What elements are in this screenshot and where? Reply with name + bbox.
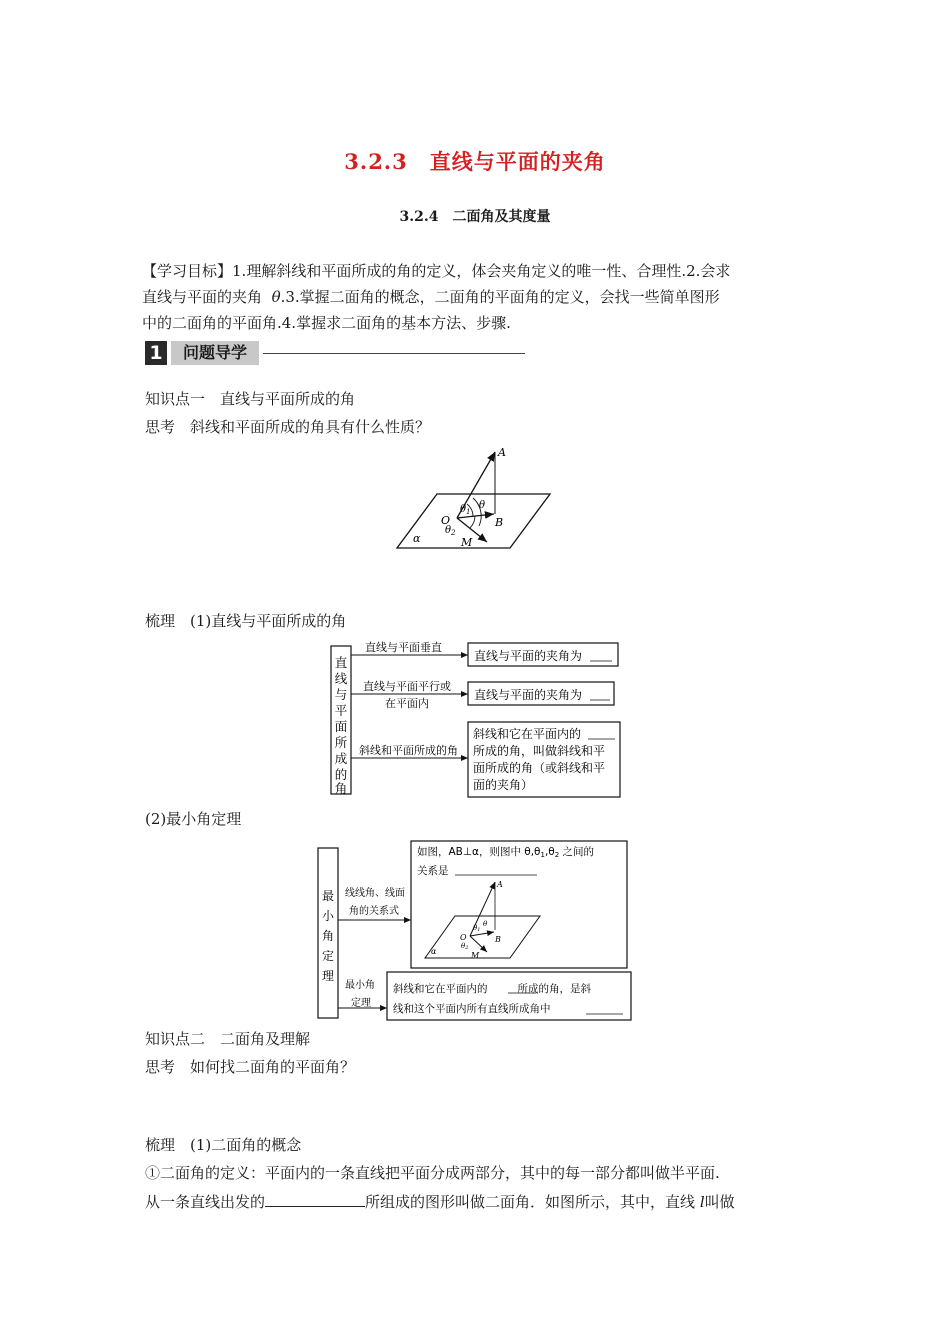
svg-text:平: 平	[334, 703, 348, 718]
goals-text-2b: .3.掌握二面角的概念，二面角的平面角的定义，会找一些简单图形	[280, 288, 720, 306]
flow2-arrow2-label-a: 最小角	[345, 980, 375, 991]
svg-text:理: 理	[321, 969, 335, 983]
label-O: O	[441, 514, 451, 527]
goals-text-1: 1.理解斜线和平面所成的角的定义，体会夹角定义的唯一性、合理性.2.会求	[232, 262, 731, 280]
goals-theta: θ	[271, 288, 281, 306]
kp2-blank	[265, 1192, 365, 1207]
flow1-box3-text	[473, 726, 605, 792]
flow2-arrow2-label-b: 定理	[351, 998, 371, 1009]
flow2-mini-figure	[425, 880, 540, 960]
svg-text:斜线和它在平面内的: 斜线和它在平面内的	[473, 727, 582, 741]
kp2-def2a: 从一条直线出发的	[145, 1193, 266, 1211]
svg-text:角: 角	[321, 929, 335, 943]
goals-label: 【学习目标】	[142, 262, 233, 280]
svg-text:成: 成	[334, 751, 348, 766]
flow2-arrow1-label-a: 线线角、线面	[345, 888, 405, 899]
svg-text:的: 的	[334, 767, 348, 782]
flow2-left-text	[322, 889, 335, 983]
svg-text:线: 线	[334, 671, 348, 686]
svg-text:最: 最	[321, 889, 335, 903]
mini-label-alpha: α	[431, 947, 437, 956]
svg-text:面的夹角）: 面的夹角）	[473, 778, 534, 792]
kp2-def-line1: ①二面角的定义：平面内的一条直线把平面分成两部分，其中的每一部分都叫做半平面.	[145, 1164, 720, 1182]
kp2-think: 思考 如何找二面角的平面角？	[145, 1058, 356, 1076]
label-theta2: $\theta_2$	[445, 525, 456, 537]
label-B: B	[495, 516, 504, 529]
mini-label-O: O	[460, 933, 467, 942]
flow1-box2-text: 直线与平面的夹角为	[474, 688, 583, 702]
svg-text:面: 面	[334, 719, 348, 734]
section-rule	[263, 353, 525, 354]
flowchart-min-angle-theorem	[315, 838, 635, 1024]
oblique-line-figure	[395, 442, 560, 554]
goals-text-3: 中的二面角的平面角.4.掌握求二面角的基本方法、步骤.	[142, 314, 511, 332]
section-number: 1	[145, 341, 167, 365]
flow2-box1-line1: 如图，AB⊥α，则图中 θ,θ1,θ2 之间的	[417, 846, 595, 859]
flowchart-line-plane-angle	[325, 638, 625, 800]
label-theta: θ	[479, 500, 486, 511]
goals-text-2a: 直线与平面的夹角	[142, 288, 263, 306]
svg-text:小: 小	[321, 909, 335, 923]
kp2-def2c: 叫做	[704, 1193, 735, 1211]
flow1-arrow3-label: 斜线和平面所成的角	[359, 744, 458, 757]
mini-label-theta1: θ1	[473, 924, 481, 933]
mini-label-A: A	[497, 880, 503, 889]
flow1-arrow1-label: 直线与平面垂直	[365, 641, 442, 654]
page-title: 3.2.3 直线与平面的夹角	[344, 149, 606, 174]
arc-theta2	[470, 516, 475, 528]
label-M: M	[461, 536, 473, 549]
flow2-box1-line2: 关系是	[417, 865, 449, 877]
kp2-def2b: 所组成的图形叫做二面角．如图所示，其中，直线	[365, 1193, 696, 1211]
mini-label-theta2: θ2	[461, 942, 469, 951]
kp1-sort2: (2)最小角定理	[145, 810, 242, 828]
kp1-think: 思考 斜线和平面所成的角具有什么性质？	[145, 418, 431, 436]
svg-text:角: 角	[334, 781, 348, 796]
svg-text:所: 所	[334, 735, 348, 750]
svg-text:直: 直	[334, 655, 348, 670]
kp1-sort: 梳理 (1)直线与平面所成的角	[145, 612, 347, 630]
learning-goals	[142, 258, 812, 336]
kp2-def-line2	[145, 1191, 735, 1212]
svg-text:面所成的角（或斜线和平: 面所成的角（或斜线和平	[473, 761, 606, 775]
mini-label-theta: θ	[483, 920, 488, 928]
flow2-box2-line2: 线和这个平面内所有直线所成角中	[393, 1003, 551, 1015]
flow1-arrow2-label-b: 在平面内	[385, 697, 429, 710]
label-A: A	[498, 446, 506, 459]
kp2-l-symbol: l	[699, 1193, 705, 1211]
mini-label-B: B	[495, 935, 501, 944]
flow2-box2-line1: 斜线和它在平面内的 所成的角，是斜	[393, 983, 591, 995]
kp2-heading: 知识点二 二面角及理解	[145, 1030, 311, 1048]
flow2-box-1	[411, 841, 627, 968]
section-header	[145, 341, 525, 365]
kp2-sort: 梳理 (1)二面角的概念	[145, 1136, 302, 1154]
mini-label-M: M	[471, 951, 480, 960]
page-subtitle: 3.2.4 二面角及其度量	[399, 209, 551, 225]
svg-text:与: 与	[334, 687, 348, 702]
section-label: 问题导学	[171, 341, 259, 365]
flow1-left-text	[335, 655, 348, 796]
flow2-arrow1-label-b: 角的关系式	[349, 906, 399, 917]
flow1-box1-text: 直线与平面的夹角为	[474, 649, 583, 663]
label-alpha: α	[413, 532, 421, 545]
kp1-heading: 知识点一 直线与平面所成的角	[145, 390, 356, 408]
label-theta1: $\theta_1$	[460, 504, 471, 516]
flow1-arrow2-label-a: 直线与平面平行或	[363, 680, 451, 693]
svg-text:定: 定	[321, 949, 335, 963]
svg-text:所成的角，叫做斜线和平: 所成的角，叫做斜线和平	[473, 744, 606, 758]
